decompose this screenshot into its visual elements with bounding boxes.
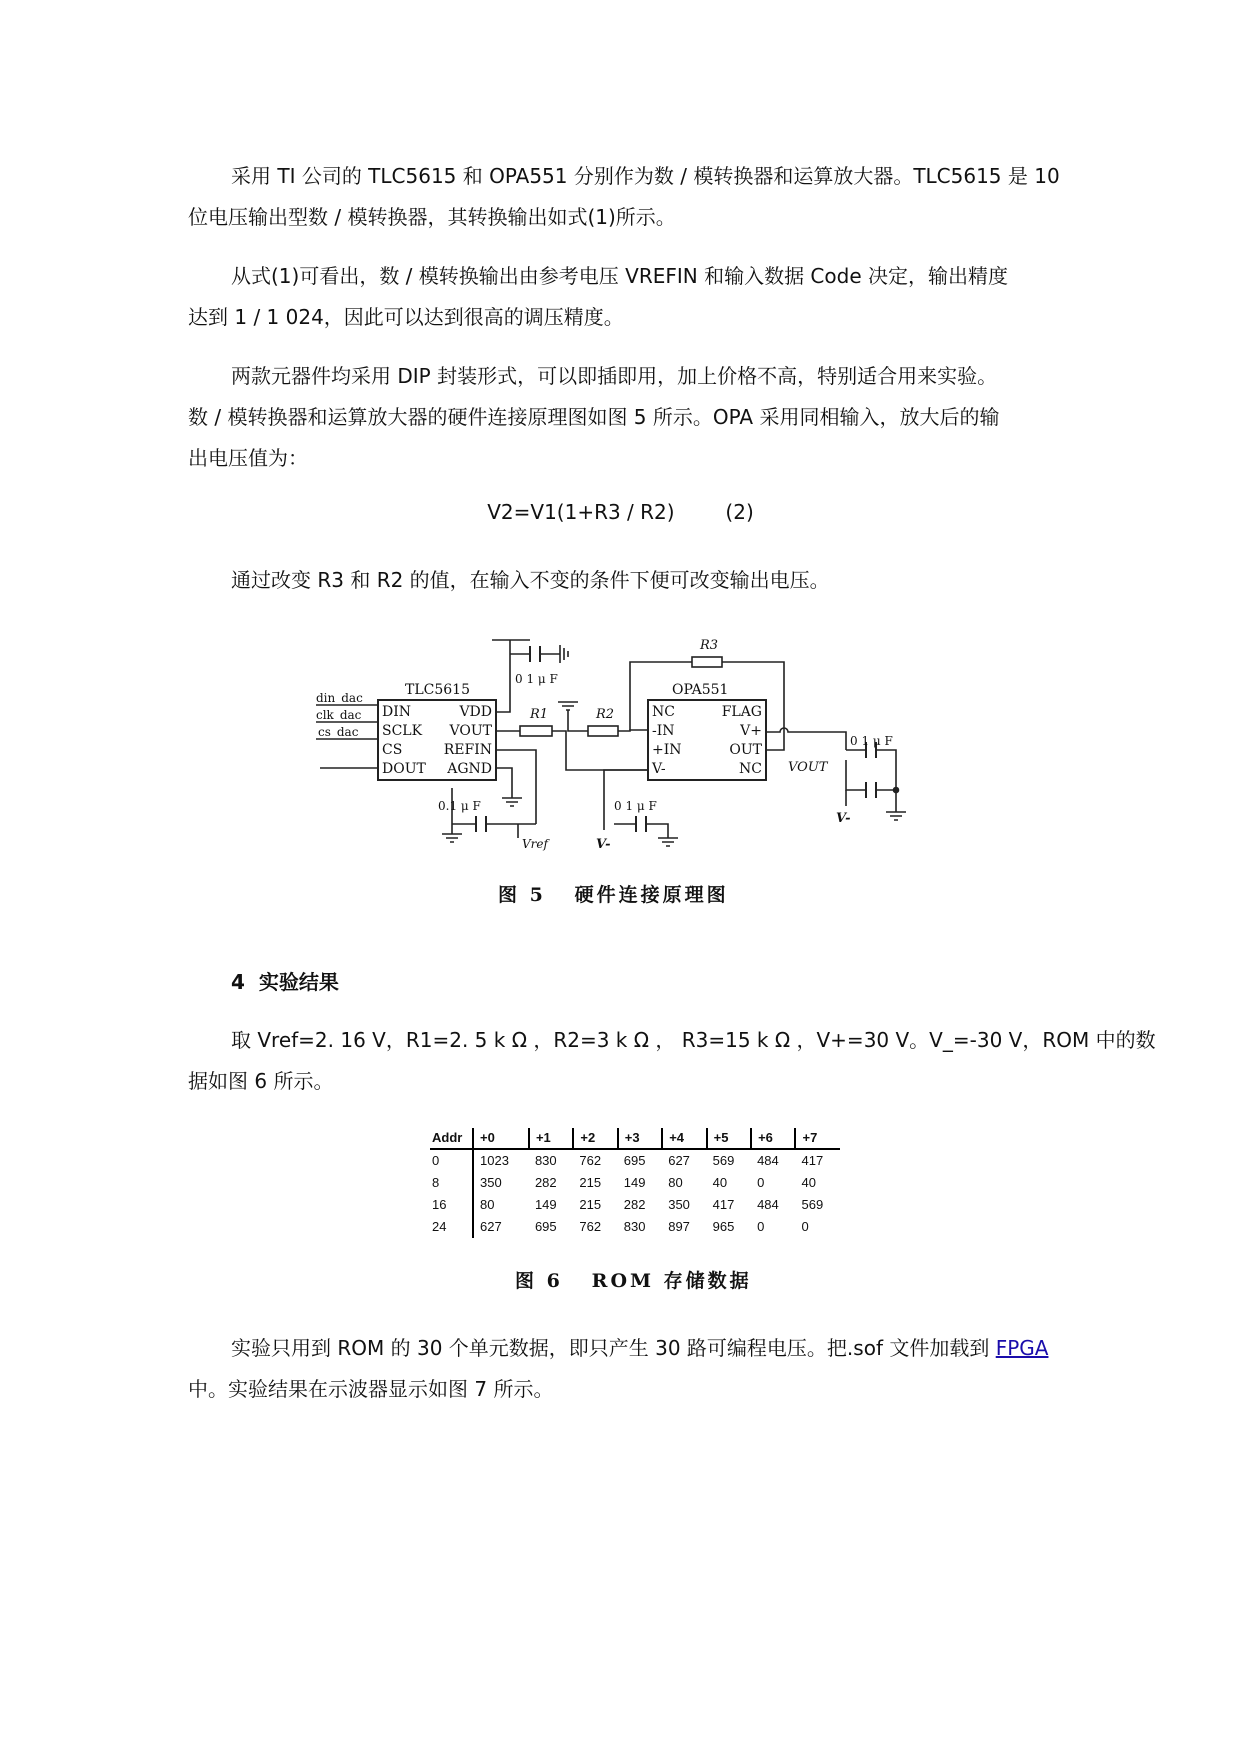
r3-label: R3 <box>700 638 719 653</box>
tlc-pin-vdd: VDD <box>459 704 492 720</box>
v-minus-label: V- <box>596 837 611 852</box>
table-cell: 897 <box>668 1219 690 1234</box>
right-ground <box>886 812 906 820</box>
text-line: 出电压值为： <box>188 446 308 470</box>
refin-ground <box>442 824 462 842</box>
rom-data-table <box>430 1128 840 1238</box>
top-cap-label: 0 1 μ F <box>515 672 558 686</box>
table-cell: 80 <box>480 1197 495 1212</box>
table-header-cell: +0 <box>473 1128 529 1149</box>
table-header-cell: +3 <box>618 1128 662 1149</box>
r1-label: R1 <box>530 707 549 722</box>
r2-ground-wire <box>568 710 588 731</box>
opa-pin-nc2: NC <box>739 761 762 777</box>
tlc-pin-cs: CS <box>382 742 403 758</box>
opa-pin-nc: NC <box>652 704 675 720</box>
table-cell: 40 <box>801 1175 816 1190</box>
table-cell: 0 <box>757 1175 765 1190</box>
refin-capacitor <box>476 816 486 832</box>
table-header-row <box>430 1128 840 1149</box>
text-line: 达到 1 / 1 024，因此可以达到很高的调压精度。 <box>188 305 624 329</box>
opa-pin-v-minus: V- <box>652 761 666 777</box>
opa-pin-v-plus: V+ <box>740 723 762 739</box>
figure-6-caption: 图 6 ROM 存储数据 <box>515 1270 752 1292</box>
v-minus-cap-label: 0 1 μ F <box>614 799 657 813</box>
signal-cs-dac: cs_dac <box>318 725 359 739</box>
table-cell: 762 <box>579 1219 602 1234</box>
table-cell: 0 <box>801 1219 809 1234</box>
table-cell: 24 <box>430 1216 473 1238</box>
tlc-pin-refin: REFIN <box>443 742 492 758</box>
table-cell: 16 <box>430 1194 473 1216</box>
figure-5-caption: 图 5 硬件连接原理图 <box>498 884 729 906</box>
text-line: 通过改变 R3 和 R2 的值，在输入不变的条件下便可改变输出电压。 <box>231 568 830 592</box>
r2-to-minus-in-wire <box>618 730 648 731</box>
agnd-ground <box>496 768 522 806</box>
table-cell: 215 <box>579 1197 602 1212</box>
resistor-r1 <box>520 726 552 736</box>
table-header-cell: +6 <box>751 1128 795 1149</box>
tlc-pin-dout: DOUT <box>382 761 426 777</box>
opa551-name: OPA551 <box>672 682 729 698</box>
fpga-link[interactable]: FPGA <box>995 1336 1049 1360</box>
table-header-cell: +2 <box>573 1128 617 1149</box>
table-cell: 830 <box>623 1219 646 1234</box>
table-cell: 149 <box>623 1175 646 1190</box>
table-cell: 350 <box>668 1197 690 1212</box>
table-cell: 1023 <box>480 1153 509 1168</box>
tlc-pin-agnd: AGND <box>447 761 492 777</box>
section-heading: 4 实验结果 <box>231 970 339 994</box>
right-junction <box>894 788 899 793</box>
resistor-r2 <box>588 726 618 736</box>
table-cell: 0 <box>757 1219 765 1234</box>
text-line: 从式(1)可看出，数 / 模转换输出由参考电压 VREFIN 和输入数据 Code 决定，输出精度 <box>231 264 1008 288</box>
table-row <box>430 1149 840 1172</box>
table-cell: 965 <box>712 1219 735 1234</box>
tlc-pin-sclk: SCLK <box>382 723 423 739</box>
text-line: 采用 TI 公司的 TLC5615 和 OPA551 分别作为数 / 模转换器和运算放大器。TLC5615 是 10 <box>231 164 1060 188</box>
text-line: 中。实验结果在示波器显示如图 7 所示。 <box>188 1377 554 1401</box>
refin-cap-label: 0.1 μ F <box>438 799 481 813</box>
tlc-pin-vout: VOUT <box>449 723 492 739</box>
tlc-pin-din: DIN <box>382 704 412 720</box>
table-header-cell: +4 <box>662 1128 706 1149</box>
table-cell: 215 <box>579 1175 602 1190</box>
text-line: 取 Vref=2. 16 V，R1=2. 5 k Ω ，R2=3 k Ω ， R3=15 k Ω ，V+=30 V。V_=-30 V，ROM 中的数 <box>231 1028 1156 1052</box>
signal-clk-dac: clk_dac <box>316 708 362 722</box>
top-capacitor <box>530 646 540 662</box>
table-cell: 627 <box>668 1153 690 1168</box>
table-header-cell: +1 <box>529 1128 573 1149</box>
table-cell: 695 <box>534 1219 557 1234</box>
table-row <box>430 1216 840 1238</box>
vref-label: Vref <box>522 837 548 851</box>
opa-pin-plus-in: +IN <box>652 742 682 758</box>
text-line: 两款元器件均采用 DIP 封装形式，可以即插即用，加上价格不高，特别适合用来实验。 <box>231 364 998 388</box>
table-cell: 417 <box>801 1153 824 1168</box>
final-paragraph <box>188 1328 1058 1410</box>
table-cell: 80 <box>668 1175 683 1190</box>
table-header-cell: Addr <box>430 1128 473 1149</box>
formula-2: V2=V1(1+R3 / R2) (2) <box>487 500 754 524</box>
table-cell: 417 <box>712 1197 735 1212</box>
table-cell: 762 <box>579 1153 602 1168</box>
table-cell: 40 <box>712 1175 728 1190</box>
table-header-cell: +5 <box>707 1128 751 1149</box>
table-cell: 484 <box>757 1197 779 1212</box>
table-cell: 350 <box>480 1175 502 1190</box>
final-line-1: 实验只用到 ROM 的 30 个单元数据，即只产生 30 路可编程电压。把.sof 文件加载到 <box>231 1336 996 1360</box>
table-cell: 282 <box>623 1197 646 1212</box>
v-minus-capacitor <box>636 816 646 832</box>
table-cell: 0 <box>430 1149 473 1172</box>
table-cell: 149 <box>534 1197 557 1212</box>
table-cell: 695 <box>623 1153 646 1168</box>
r2-ground-symbol <box>558 702 578 710</box>
table-cell: 569 <box>801 1197 824 1212</box>
table-row <box>430 1172 840 1194</box>
right-capacitors <box>866 742 876 798</box>
table-cell: 8 <box>430 1172 473 1194</box>
signal-din-dac: din_dac <box>316 691 363 705</box>
table-cell: 569 <box>712 1153 735 1168</box>
results-paragraph <box>188 1020 1156 1102</box>
text-line: 位电压输出型数 / 模转换器，其转换输出如式(1)所示。 <box>188 205 676 229</box>
v-plus-wire <box>766 728 846 750</box>
v-minus-ground <box>658 838 678 846</box>
right-cap-upper-wire <box>846 750 896 790</box>
table-cell: 282 <box>534 1175 557 1190</box>
table-header-cell: +7 <box>795 1128 840 1149</box>
resistor-r3 <box>692 657 722 667</box>
right-cap-label: 0 1 μ F <box>850 734 893 748</box>
text-line <box>188 1328 1058 1369</box>
text-line: 数 / 模转换器和运算放大器的硬件连接原理图如图 5 所示。OPA 采用同相输入，放大后的输 <box>188 405 1000 429</box>
tlc5615-name: TLC5615 <box>405 682 470 698</box>
table-cell: 484 <box>757 1153 779 1168</box>
opa-pin-out: OUT <box>729 742 762 758</box>
text-line: 据如图 6 所示。 <box>188 1069 334 1093</box>
right-v-minus-label: V- <box>836 811 851 826</box>
opa-pin-flag: FLAG <box>721 704 762 720</box>
table-row <box>430 1194 840 1216</box>
table-cell: 627 <box>480 1219 502 1234</box>
table-cell: 830 <box>534 1153 557 1168</box>
vout-label: VOUT <box>788 760 828 775</box>
r2-label: R2 <box>596 707 615 722</box>
opa-pin-minus-in: -IN <box>652 723 675 739</box>
r1-to-plus-in-wire <box>552 731 648 770</box>
right-cap-wire <box>846 760 896 812</box>
